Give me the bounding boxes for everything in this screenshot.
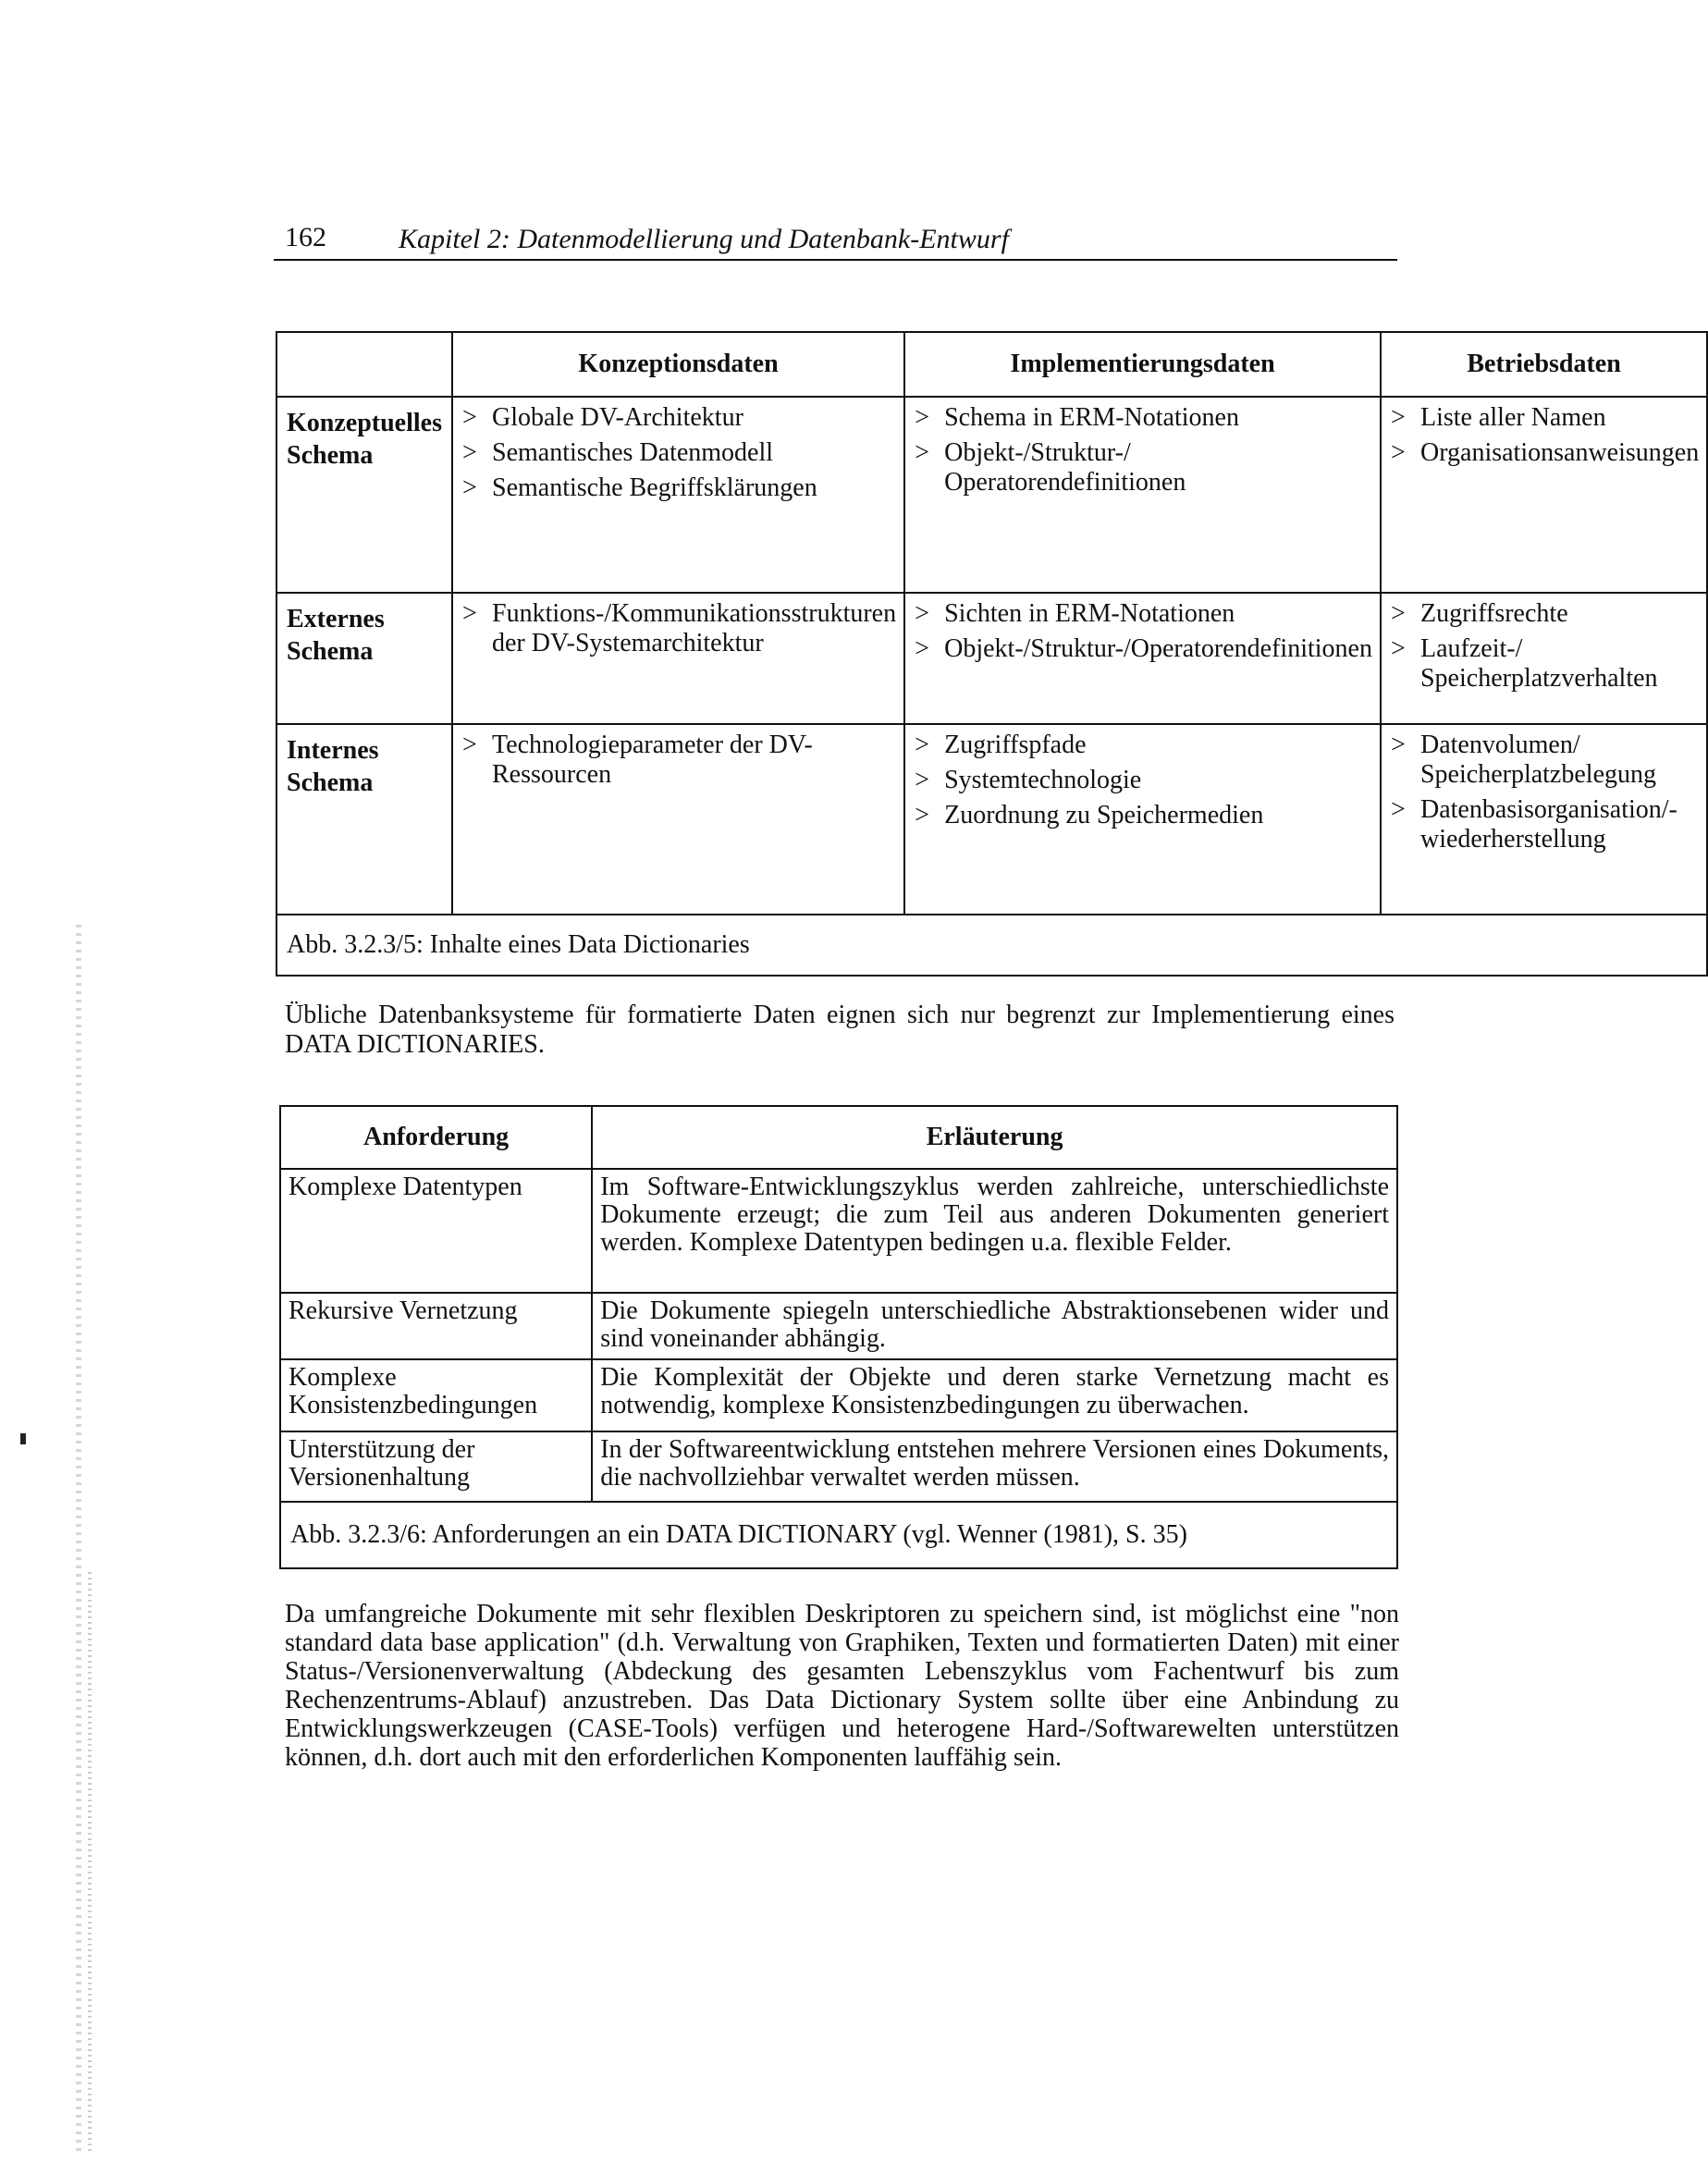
list-item: > Schema in ERM-Notationen: [915, 403, 1239, 432]
data-dictionary-contents-table: [276, 331, 1708, 977]
list-item: > Semantische Begriffsklärungen: [462, 473, 817, 502]
table-cell: [452, 724, 904, 915]
arrow-marker: >: [1390, 634, 1406, 663]
row-header: Konzeptuelles Schema: [276, 397, 452, 593]
list-item: > Technologieparameter der DV-Ressourcen: [462, 731, 813, 789]
figure-caption: Abb. 3.2.3/6: Anforderungen an ein DATA DICTIONARY (vgl. Wenner (1981), S. 35): [280, 1502, 1397, 1568]
row-header: Internes Schema: [276, 724, 452, 915]
table-cell: [904, 397, 1381, 593]
scan-edge-artifact: [76, 925, 81, 2155]
arrow-marker: >: [915, 766, 929, 794]
table-row: [280, 1431, 1397, 1502]
list-item: > Sichten in ERM-Notationen: [915, 599, 1235, 628]
arrow-marker: >: [915, 438, 929, 467]
list-item: > Objekt-/Struktur-/ Operatorendefinitionen: [915, 438, 1186, 497]
explanation-cell: Die Dokumente spiegeln unterschiedliche Abstraktionsebenen wider und sind voneinander abhängig.: [592, 1293, 1397, 1359]
row-header: Externes Schema: [276, 593, 452, 724]
running-header: [274, 222, 1397, 261]
list-item: > Laufzeit-/ Speicherplatzverhalten: [1390, 634, 1658, 693]
list-item: > Liste aller Namen: [1390, 403, 1606, 432]
table-cell: [904, 593, 1381, 724]
list-item: > Semantisches Datenmodell: [462, 438, 774, 467]
arrow-marker: >: [1390, 403, 1406, 432]
arrow-marker: >: [915, 731, 929, 759]
arrow-marker: >: [462, 731, 477, 759]
explanation-cell: Im Software-Entwicklungszyklus werden zahlreiche, unterschiedlichste Dokumente erzeugt; die zum Teil aus anderen Dokumenten generiert werden. Komplexe Datentypen bedingen u.a. flexible Felder.: [592, 1169, 1397, 1293]
arrow-marker: >: [915, 634, 929, 663]
table-cell: [904, 724, 1381, 915]
list-item: > Organisationsanweisungen: [1390, 438, 1700, 467]
explanation-cell: Die Komplexität der Objekte und deren starke Vernetzung macht es notwendig, komplexe Konsistenzbedingungen zu überwachen.: [592, 1359, 1397, 1431]
arrow-marker: >: [462, 403, 477, 432]
explanation-cell: In der Softwareentwicklung entstehen mehrere Versionen eines Dokuments, die nachvollziehbar verwaltet werden müssen.: [592, 1431, 1397, 1502]
list-item: > Datenbasisorganisation/-wiederherstellung: [1390, 795, 1677, 854]
list-item: > Datenvolumen/ Speicherplatzbelegung: [1390, 731, 1656, 789]
table-header-row: [276, 332, 1707, 397]
table-row: [280, 1293, 1397, 1359]
table-cell: [1381, 593, 1707, 724]
arrow-marker: >: [462, 438, 477, 467]
column-header-erlaeuterung: Erläuterung: [592, 1106, 1397, 1169]
arrow-marker: >: [915, 599, 929, 628]
caption-row: [276, 915, 1707, 976]
arrow-marker: >: [1390, 795, 1406, 824]
requirement-cell: Unterstützung der Versionenhaltung: [280, 1431, 592, 1502]
chapter-title: Kapitel 2: Datenmodellierung und Datenbank-Entwurf: [399, 224, 1009, 254]
page-number: 162: [285, 222, 326, 252]
table-header-row: [280, 1106, 1397, 1169]
table-cell: [452, 593, 904, 724]
figure-caption: Abb. 3.2.3/5: Inhalte eines Data Dictionaries: [276, 915, 1707, 976]
requirement-cell: Komplexe Konsistenzbedingungen: [280, 1359, 592, 1431]
arrow-marker: >: [915, 801, 929, 829]
corner-cell: [276, 332, 452, 397]
table-row: [280, 1169, 1397, 1293]
column-header-konzeption: Konzeptionsdaten: [452, 332, 904, 397]
table-row: [280, 1359, 1397, 1431]
table-cell: [1381, 397, 1707, 593]
column-header-anforderung: Anforderung: [280, 1106, 592, 1169]
arrow-marker: >: [462, 473, 477, 502]
scan-edge-artifact-2: [88, 1572, 92, 2155]
body-paragraph-1: Übliche Datenbanksysteme für formatierte Daten eignen sich nur begrenzt zur Implementierung eines DATA DICTIONARIES.: [285, 1001, 1395, 1059]
table-row: [276, 397, 1707, 593]
requirement-cell: Rekursive Vernetzung: [280, 1293, 592, 1359]
table-cell: [452, 397, 904, 593]
list-item: > Zugriffsrechte: [1390, 599, 1568, 628]
list-item: > Funktions-/Kommunikationsstrukturen der DV-Systemarchitektur: [462, 599, 897, 657]
list-item: > Objekt-/Struktur-/Operatorendefinitionen: [915, 634, 1372, 663]
caption-row: [280, 1502, 1397, 1568]
arrow-marker: >: [1390, 599, 1406, 628]
list-item: > Zuordnung zu Speichermedien: [915, 801, 1264, 829]
list-item: > Systemtechnologie: [915, 766, 1142, 794]
table-row: [276, 724, 1707, 915]
arrow-marker: >: [462, 599, 477, 628]
arrow-marker: >: [915, 403, 929, 432]
table-row: [276, 593, 1707, 724]
list-item: > Zugriffspfade: [915, 731, 1087, 759]
list-item: > Globale DV-Architektur: [462, 403, 743, 432]
column-header-betrieb: Betriebsdaten: [1381, 332, 1707, 397]
column-header-implementierung: Implementierungsdaten: [904, 332, 1381, 397]
body-paragraph-2: Da umfangreiche Dokumente mit sehr flexiblen Deskriptoren zu speichern sind, ist möglichst eine "non standard data base application" (d.h. Verwaltung von Graphiken, Texten und formatierten Daten) mit einer Status-/Versionenverwaltung (Abdeckung des gesamten Lebenszyklus vom Fachentwurf bis zum Rechenzentrums-Ablauf) anzustreben. Das Data Dictionary System sollte über eine Anbindung zu Entwicklungswerkzeugen (CASE-Tools) verfügen und heterogene Hard-/Softwarewelten unterstützen können, d.h. dort auch mit den erforderlichen Komponenten lauffähig sein.: [285, 1600, 1399, 1772]
requirement-cell: Komplexe Datentypen: [280, 1169, 592, 1293]
arrow-marker: >: [1390, 438, 1406, 467]
requirements-table: [279, 1105, 1398, 1569]
scan-mark: [20, 1433, 26, 1444]
arrow-marker: >: [1390, 731, 1406, 759]
table-cell: [1381, 724, 1707, 915]
